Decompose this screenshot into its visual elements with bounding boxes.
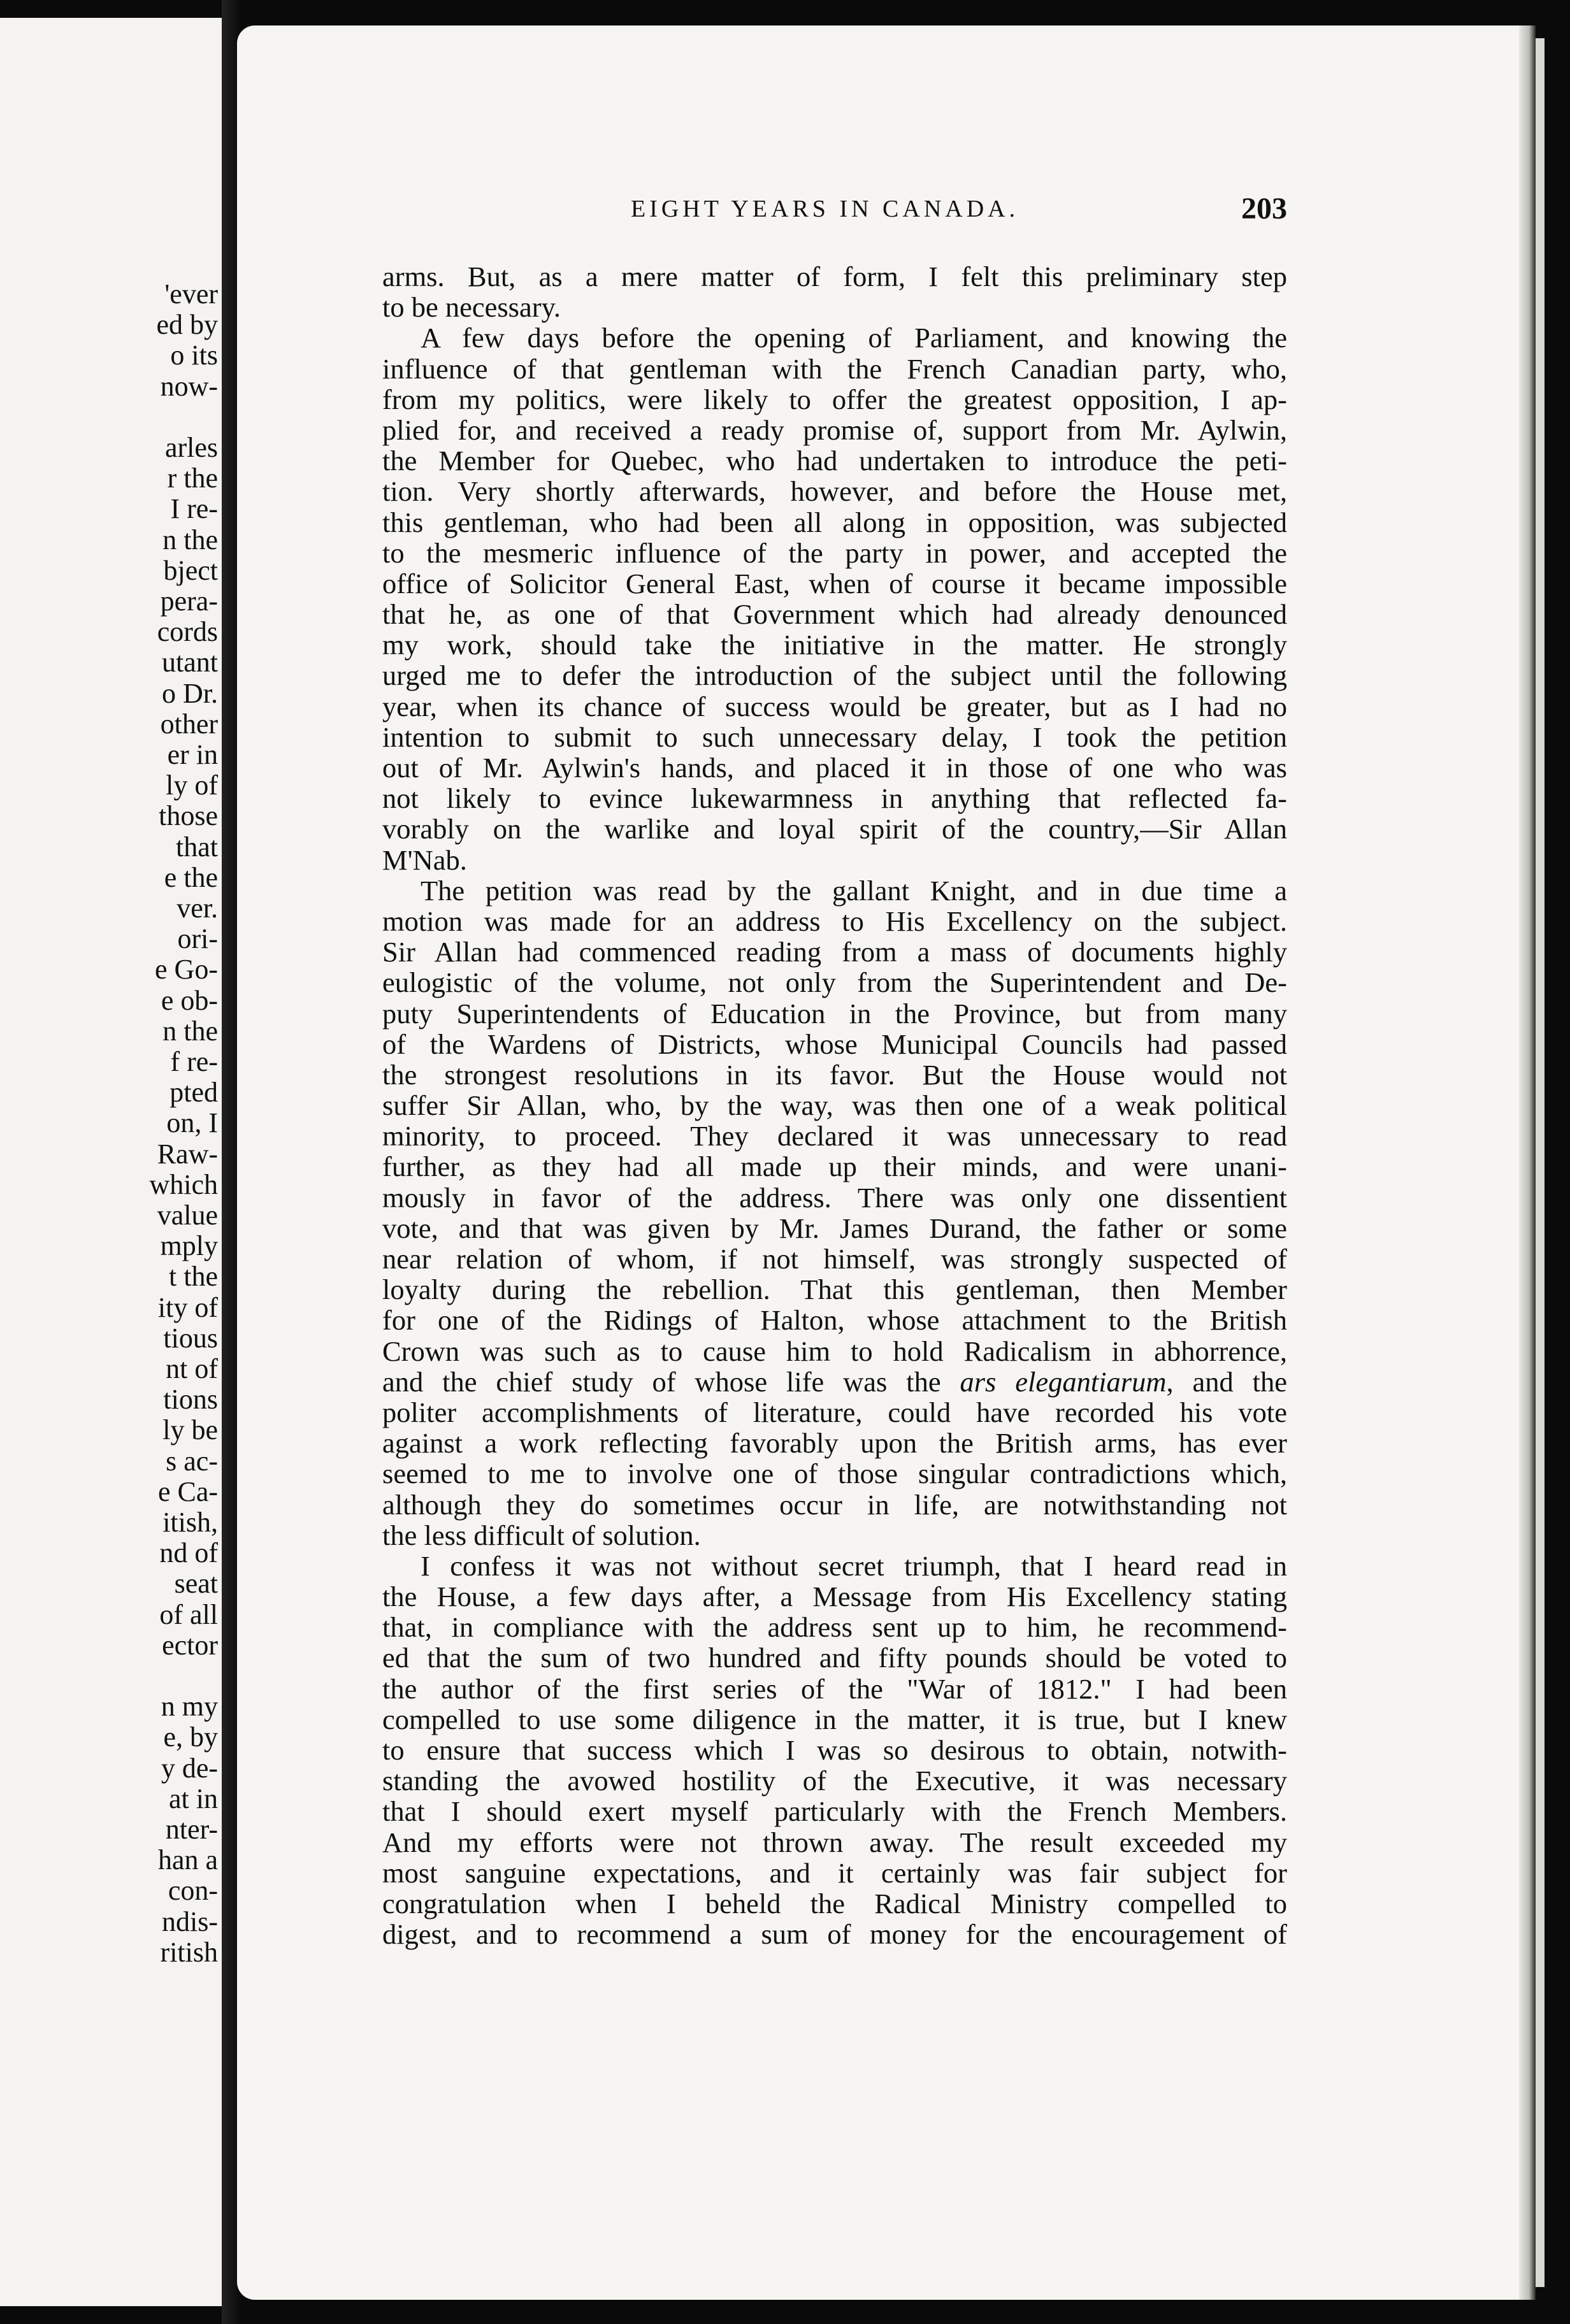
facing-page-fragment: seat	[174, 1568, 218, 1600]
text-line: out of Mr. Aylwin's hands, and placed it in those of one who was	[382, 752, 1287, 784]
facing-page-fragment: ed by	[156, 309, 218, 341]
facing-page-fragment: t the	[169, 1261, 218, 1293]
facing-page-fragment: which	[149, 1168, 218, 1200]
facing-page-fragment: con-	[168, 1875, 218, 1907]
text-line: intention to submit to such unnecessary delay, I took the petition	[382, 721, 1287, 753]
text-line: that I should exert myself particularly with the French Members.	[382, 1795, 1287, 1828]
text-line: minority, to proceed. They declared it was unnecessary to read	[382, 1120, 1287, 1152]
facing-page-fragment: n my	[161, 1691, 218, 1723]
text-line: this gentleman, who had been all along in opposition, was subjected	[382, 506, 1287, 538]
text-line: that he, as one of that Government which had already denounced	[382, 598, 1287, 631]
text-line: digest, and to recommend a sum of money for the encouragement of	[382, 1918, 1287, 1951]
text-line: motion was made for an address to His Excellency on the subject.	[382, 905, 1287, 937]
text-line: my work, should take the initiative in the matter. He strongly	[382, 629, 1287, 661]
text-line: of the Wardens of Districts, whose Municipal Councils had passed	[382, 1028, 1287, 1060]
facing-page-fragment: e the	[164, 861, 218, 893]
facing-page-fragment: pera-	[160, 585, 218, 617]
text-line: congratulation when I beheld the Radical Ministry compelled to	[382, 1887, 1287, 1919]
facing-page-fragment: e Go-	[155, 954, 218, 986]
page-number: 203	[1241, 192, 1287, 226]
text-line: urged me to defer the introduction of the subject until the following	[382, 659, 1287, 692]
facing-page-fragment: n the	[162, 1015, 218, 1047]
text-line: the House, a few days after, a Message from His Excellency stating	[382, 1581, 1287, 1613]
facing-page-fragment: f re-	[170, 1046, 218, 1077]
text-line: suffer Sir Allan, who, by the way, was then one of a weak political	[382, 1089, 1287, 1122]
text-line: against a work reflecting favorably upon the British arms, has ever	[382, 1427, 1287, 1460]
facing-page-fragment: 'ever	[164, 278, 218, 310]
text-line: near relation of whom, if not himself, was strongly suspected of	[382, 1243, 1287, 1275]
facing-page-fragment: ity of	[157, 1291, 218, 1323]
text-line: M'Nab.	[382, 843, 467, 876]
facing-page-fragment: e Ca-	[157, 1475, 218, 1507]
text-line: arms. But, as a mere matter of form, I felt this preliminary step	[382, 261, 1287, 292]
text-line: although they do sometimes occur in life, are notwithstanding not	[382, 1488, 1287, 1521]
text-line: that, in compliance with the address sent up to him, he recommend-	[382, 1611, 1287, 1644]
text-line: vorably on the warlike and loyal spirit of the country,—Sir Allan	[382, 813, 1287, 845]
text-line: to the mesmeric influence of the party in power, and accepted the	[382, 536, 1287, 569]
text-line: seemed to me to involve one of those singular contradictions which,	[382, 1458, 1287, 1490]
facing-page-fragment: bject	[163, 554, 218, 586]
facing-page-fragment: r the	[167, 463, 218, 494]
text-line: year, when its chance of success would be greater, but as I had no	[382, 690, 1287, 722]
facing-page-fragment: tions	[163, 1384, 218, 1416]
page-edge	[1519, 25, 1536, 2300]
facing-page-fragment: ector	[162, 1629, 218, 1661]
facing-page-fragment: s ac-	[166, 1445, 218, 1477]
facing-page-fragment: now-	[160, 370, 218, 402]
facing-page-fragment: pted	[169, 1077, 218, 1108]
text-line: And my efforts were not thrown away. The result exceeded my	[382, 1826, 1287, 1858]
text-line: compelled to use some diligence in the matter, it is true, but I knew	[382, 1703, 1287, 1735]
facing-page-fragment: value	[157, 1200, 218, 1231]
facing-page-fragment: mply	[160, 1230, 218, 1262]
text-line: and the chief study of whose life was the ars elegantiarum, and the	[382, 1365, 1287, 1398]
facing-page-fragment: nter-	[165, 1814, 218, 1845]
facing-page-fragment: ritish	[160, 1936, 218, 1968]
facing-page-fragment: itish,	[162, 1507, 218, 1538]
text-line: standing the avowed hostility of the Executive, it was necessary	[382, 1765, 1287, 1797]
text-line: ed that the sum of two hundred and fifty pounds should be voted to	[382, 1642, 1287, 1674]
facing-page-fragment: Raw-	[157, 1138, 218, 1170]
facing-page-fragment: e, by	[163, 1721, 218, 1753]
text-line: most sanguine expectations, and it certainly was fair subject for	[382, 1856, 1287, 1889]
facing-page-fragment: han a	[157, 1844, 218, 1876]
text-line: to ensure that success which I was so desirous to obtain, notwith-	[382, 1734, 1287, 1766]
facing-page-fragment: e ob-	[161, 984, 218, 1016]
text-line: the strongest resolutions in its favor. But the House would not	[382, 1058, 1287, 1091]
facing-page-fragment: ori-	[177, 923, 218, 955]
facing-page-fragment: tious	[163, 1322, 218, 1354]
text-line: influence of that gentleman with the French Canadian party, who,	[382, 352, 1287, 385]
facing-page-fragment: nt of	[166, 1353, 218, 1384]
facing-page-fragment: o its	[170, 340, 218, 371]
page-stack-edge	[1536, 38, 1545, 2287]
text-line: I confess it was not without secret triumph, that I heard read in	[421, 1549, 1287, 1582]
text-line: mously in favor of the address. There was only one dissentient	[382, 1181, 1287, 1214]
facing-page-fragment: that	[176, 831, 218, 863]
text-line: office of Solicitor General East, when of course it became impossible	[382, 567, 1287, 599]
facing-page-fragment: I re-	[170, 493, 218, 525]
text-line: vote, and that was given by Mr. James Durand, the father or some	[382, 1212, 1287, 1244]
text-line: the Member for Quebec, who had undertaken to introduce the peti-	[382, 445, 1287, 477]
facing-page-fragment: n the	[162, 524, 218, 556]
facing-page-fragment: o Dr.	[162, 677, 218, 709]
facing-page-fragment: ver.	[176, 893, 218, 924]
text-line: the author of the first series of the "War of 1812." I had been	[382, 1672, 1287, 1705]
text-line: tion. Very shortly afterwards, however, and before the House met,	[382, 475, 1287, 508]
text-line: the less difficult of solution.	[382, 1519, 701, 1551]
facing-page-fragment: of all	[159, 1598, 218, 1630]
facing-page	[0, 18, 222, 2306]
facing-page-fragment: on, I	[166, 1107, 218, 1139]
facing-page-fragment: cords	[157, 616, 218, 648]
text-line: not likely to evince lukewarmness in anything that reflected fa-	[382, 782, 1287, 815]
facing-page-fragment: nd of	[159, 1537, 218, 1569]
text-line: for one of the Ridings of Halton, whose attachment to the British	[382, 1304, 1287, 1337]
latin-phrase: ars elegantiarum	[960, 1365, 1167, 1398]
facing-page-fragment: er in	[167, 739, 218, 770]
running-head	[382, 191, 1287, 229]
text-line: further, as they had all made up their minds, and were unani-	[382, 1151, 1287, 1183]
facing-page-fragment: at in	[169, 1782, 218, 1814]
facing-page-fragment: ly be	[162, 1414, 218, 1446]
text-line: The petition was read by the gallant Knight, and in due time a	[421, 874, 1287, 907]
text-line: A few days before the opening of Parliament, and knowing the	[421, 322, 1287, 354]
text-line: Crown was such as to cause him to hold Radicalism in abhorrence,	[382, 1335, 1287, 1367]
facing-page-fragment: y de-	[161, 1752, 218, 1784]
text-line: eulogistic of the volume, not only from the Superintendent and De-	[382, 966, 1287, 999]
facing-page-fragment: utant	[162, 647, 218, 678]
text-line: plied for, and received a ready promise of, support from Mr. Aylwin,	[382, 413, 1287, 446]
body-text	[382, 261, 1287, 1949]
text-line: politer accomplishments of literature, could have recorded his vote	[382, 1396, 1287, 1428]
text-line: to be necessary.	[382, 291, 561, 324]
facing-page-fragment: other	[160, 708, 218, 740]
running-title: EIGHT YEARS IN CANADA.	[631, 196, 1019, 222]
facing-page-fragment: those	[159, 800, 218, 832]
text-line: Sir Allan had commenced reading from a mass of documents highly	[382, 936, 1287, 968]
text-line: loyalty during the rebellion. That this gentleman, then Member	[382, 1273, 1287, 1306]
text-line: puty Superintendents of Education in the Province, but from many	[382, 997, 1287, 1029]
facing-page-fragment: ly of	[166, 770, 218, 801]
facing-page-fragment: arles	[164, 432, 218, 463]
facing-page-fragment: ndis-	[162, 1905, 218, 1937]
text-line: from my politics, were likely to offer the greatest opposition, I ap-	[382, 383, 1287, 415]
